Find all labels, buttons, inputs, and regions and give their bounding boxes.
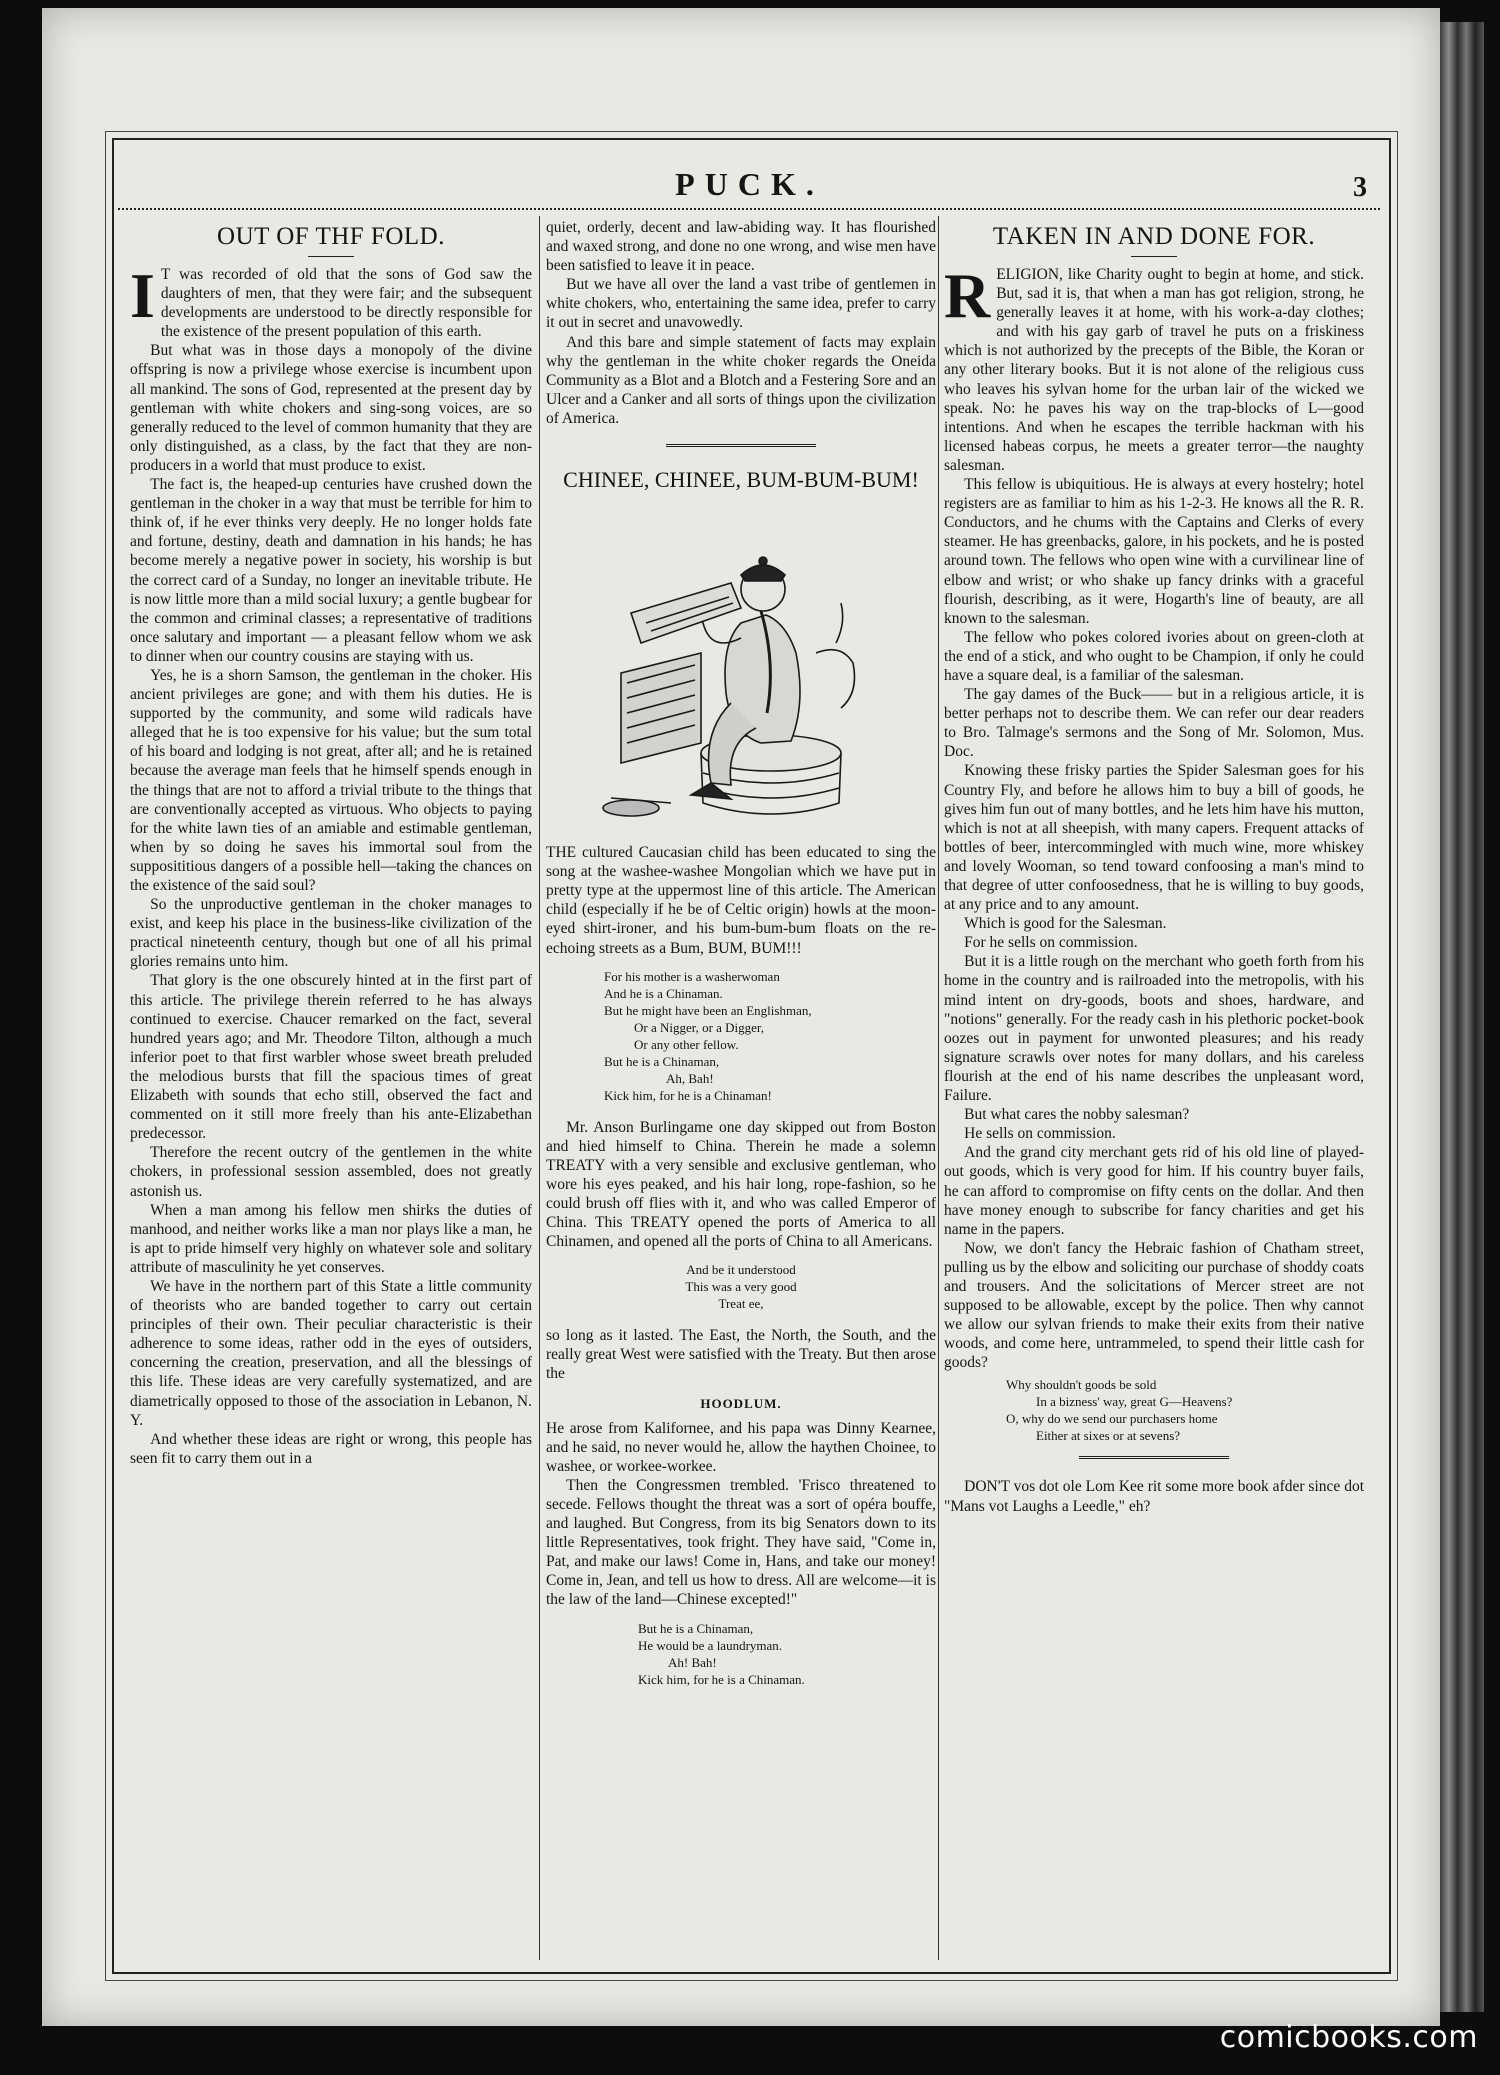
section-separator bbox=[666, 444, 816, 447]
article-paragraph: RELIGION, like Charity ought to begin at home, and stick. But, sad it is, that when a man has got religion, strong, he generally leaves it at home, with his work-a-day clothes; and with his gay garb of travel he puts on a friskiness which is not authorized by the precepts of the Bible, the Koran or any other literary books. But it is not alone of the religious cuss who leaves his sylvan home for the urban lair of the wicked we speak. No: he paves his way on the trap-blocks of L—good intentions. And when he escapes the terrible hackman with his licensed habeas corpus, he meets a greater terror—the naughty salesman. bbox=[944, 260, 1364, 474]
column-rule-1 bbox=[539, 216, 540, 1960]
verse-line: Ah! Bah! bbox=[668, 1654, 717, 1670]
article-paragraph: He sells on commission. bbox=[964, 1125, 1116, 1143]
article-paragraph: The fellow who pokes colored ivories about on green-cloth at the end of a stick, and who ought to be Champion, if only he could have a square deal, is a familiar of the salesman. bbox=[944, 628, 1364, 684]
page-edge bbox=[1440, 22, 1484, 2012]
verse-line: Kick him, for he is a Chinaman! bbox=[604, 1087, 772, 1103]
verse-line: Either at sixes or at sevens? bbox=[1036, 1428, 1181, 1444]
verse-line: Or any other fellow. bbox=[634, 1036, 739, 1052]
article-paragraph: When a man among his fellow men shirks the duties of manhood, and neither works like a man nor plays like a man, he is apt to pride himself very highly on whatever sole and solitary attribute of masculinity he yet conserves. bbox=[130, 1201, 532, 1276]
heading-dash bbox=[1131, 256, 1177, 257]
page-number: 3 bbox=[1353, 172, 1367, 203]
article-paragraph: Yes, he is a shorn Samson, the gentleman in the choker. His ancient privileges are gone; and with them his duties. He is supported by the community, and some wild radicals have alleged that he is too expensive for his value; but the sum total of his board and lodging is not great, after all; and he is retained because the average man feels that he himself spends enough in the things that are not to afford a trivial tribute to the things that are conventionally accepted as virtuous. Who objects to paying for the white lawn ties of an amiable and estimable gentleman, when by so doing he saves his immortal soul from the supposititious dangers of a possible hell—taking the chances on the existence of the said soul? bbox=[130, 666, 532, 894]
article-paragraph: He arose from Kalifornee, and his papa was Dinny Kearnee, and he said, no never would he, allow the haythen Choinee, to washee, or workee-workee. bbox=[546, 1419, 936, 1475]
watermark: comicbooks.com bbox=[1219, 2020, 1478, 2055]
masthead-title: PUCK. bbox=[675, 166, 824, 202]
chinaman-illustration bbox=[591, 503, 891, 833]
article-paragraph: But it is a little rough on the merchant who goeth forth from his home in the country and is railroaded into the metropolis, with his mind intent on dry-goods, boots and shoes, hardware, and "notions" generally. For the ready cash in his plethoric pocket-book oozes out in payment for unwonted pleasures; and his ready signature scrawls over notes for many dollars, and his careless flourish at the end of his name describes the unpleasant word, Failure. bbox=[944, 953, 1364, 1105]
article-paragraph: This fellow is ubiquitious. He is always at every hostelry; hotel registers are as familiar to him as his 1-2-3. He knows all the R. R. Conductors, and he chums with the Captains and Clerks of every steamer. He has greenbacks, galore, in his pockets, and he is posted around town. The fellows who open wine with a curvilinear line of elbow and wrist; or who shake up fancy drinks with a graceful flourish, describing, as it were, Hogarth's line of beauty, are all known to the salesman. bbox=[944, 476, 1364, 627]
article-paragraph: So the unproductive gentleman in the choker manages to exist, and keep his place in the business-like civilization of the practical nineteenth century, though but one of all his primal glories remains unto him. bbox=[130, 896, 532, 971]
article-paragraph: But we have all over the land a vast tribe of gentlemen in white chokers, who, entertaining the same idea, prefer to carry it out in secret and unavowedly. bbox=[546, 276, 936, 332]
verse-line: And he is a Chinaman. bbox=[604, 985, 723, 1001]
article-paragraph: We have in the northern part of this State a little community of theorists who are banded together to carry out certain principles of their own. Their peculiar characteristic is their adherence to some ideas, rather odd in the eyes of outsiders, concerning the creation, preservation, and all the blessings of this life. These ideas are very carefully systematized, and are diametrically opposed to those of the association in Lebanon, N. Y. bbox=[130, 1277, 532, 1429]
article-paragraph: THE cultured Caucasian child has been educated to sing the song at the washee-washee Mongolian which we have put in pretty type at the uppermost line of this article. The American child (especially if he be of Celtic origin) howls at the moon-eyed shirt-ironer, and his bum-bum-bum floats on the re-echoing streets as a Bum, BUM, BUM!!! bbox=[546, 844, 936, 957]
drop-cap: R bbox=[944, 260, 991, 331]
masthead bbox=[112, 160, 1387, 210]
verse-line: But he is a Chinaman, bbox=[638, 1620, 754, 1636]
article-paragraph: The gay dames of the Buck—— but in a religious article, it is better perhaps not to describe them. We can refer our dear readers to Bro. Talmage's sermons and the Song of Mr. Solomon, Mus. Doc. bbox=[944, 686, 1364, 761]
column-3 bbox=[944, 218, 1364, 1958]
verse-line: Or a Nigger, or a Digger, bbox=[634, 1019, 764, 1035]
article-paragraph: Now, we don't fancy the Hebraic fashion of Chatham street, pulling us by the elbow and soliciting our purchase of shoddy coats and trousers. And the solicitations of Mercer street are not supposed to be allowable, except by the police. Then why cannot we allow our sylvan friends to make their exits from their native woods, and come here, untrammeled, to spend their little cash for goods? bbox=[944, 1239, 1364, 1372]
article-paragraph: quiet, orderly, decent and law-abiding way. It has flourished and waxed strong, and done no one wrong, and wise men have been satisfied to leave it in peace. bbox=[546, 219, 936, 275]
verse-line: Treat ee, bbox=[718, 1296, 764, 1312]
article-paragraph: And this bare and simple statement of facts may explain why the gentleman in the white choker regards the Oneida Community as a Blot and a Blotch and a Festering Sore and an Ulcer and a Canker and all sorts of things upon the civilization of America. bbox=[546, 333, 936, 427]
section-subhead: HOODLUM. bbox=[700, 1395, 782, 1411]
verse-line: For his mother is a washerwoman bbox=[604, 968, 780, 984]
verse-block bbox=[1006, 1376, 1364, 1444]
section-separator bbox=[1079, 1456, 1229, 1459]
verse-line: Why shouldn't goods be sold bbox=[1006, 1377, 1157, 1393]
column-rule-2 bbox=[938, 216, 939, 1960]
article-paragraph: But what was in those days a monopoly of the divine offspring is now a privilege whose exercise is incumbent upon all mankind. The sons of God, represented at the present day by gentleman with white chokers and sing-song voices, are so generally reduced to the level of common humanity that they are only distinguished, as a class, by the fact that they are non-producers in a world that must produce to exist. bbox=[130, 342, 532, 474]
closing-paragraph: DON'T vos dot ole Lom Kee rit some more book afder since dot "Mans vot Laughs a Leedle," eh? bbox=[944, 1478, 1364, 1515]
heading-dash bbox=[308, 256, 354, 257]
verse-line: But he is a Chinaman, bbox=[604, 1053, 720, 1069]
article-heading-chinee: CHINEE, CHINEE, BUM-BUM-BUM! bbox=[563, 467, 919, 493]
article-heading-out-of-the-fold: OUT OF THF FOLD. bbox=[217, 223, 445, 250]
article-paragraph: For he sells on commission. bbox=[964, 934, 1138, 952]
verse-line: O, why do we send our purchasers home bbox=[1006, 1411, 1218, 1427]
column-1 bbox=[130, 218, 532, 1958]
article-paragraph: But what cares the nobby salesman? bbox=[964, 1106, 1190, 1124]
article-paragraph: so long as it lasted. The East, the North, the South, and the really great West were satisfied with the Treaty. But then arose the bbox=[546, 1327, 936, 1383]
drop-cap: I bbox=[130, 260, 155, 331]
verse-line: He would be a laundryman. bbox=[638, 1637, 783, 1653]
article-paragraph: Knowing these frisky parties the Spider Salesman goes for his Country Fly, and before he allows him to buy a bill of goods, he gives him fun out of many bottles, and he lets him have his mutton, which is not at all sheepish, with many capers. Frequent attacks of bottles of beer, intercommingled with much wine, more whiskey and lovely Wooman, so tend toward confoosing a man's mind to that degree of utter confoosedness, that he is willing to buy goods, at any price and to any amount. bbox=[944, 762, 1364, 914]
article-paragraph: Mr. Anson Burlingame one day skipped out from Boston and hied himself to China. Therein he made a solemn TREATY with a very sensible and exclusive gentleman, who wore his eyes peaked, and his hair long, rope-fashion, so he could brush off flies with it, and who was called Emperor of China. This TREATY opened the ports of America to all Chinamen, and opened all the ports of China to all Americans. bbox=[546, 1118, 936, 1251]
column-2 bbox=[546, 218, 936, 1958]
verse-line: This was a very good bbox=[685, 1279, 797, 1295]
article-paragraph: Which is good for the Salesman. bbox=[964, 915, 1167, 933]
verse-line: Kick him, for he is a Chinaman. bbox=[638, 1671, 805, 1687]
verse-block bbox=[546, 1261, 936, 1312]
article-paragraph: That glory is the one obscurely hinted at in the first part of this article. The privilege therein referred to he has always continued to exercise. Chaucer remarked on the fact, several hundred years ago; and Mr. Theodore Tilton, although a much inferior poet to that first warbler whose sweet breath preluded the melodious bursts that fill the spacious times of great Elizabeth with sounds that echo still, observed the fact and commented on it still more freely than his ante-Elizabethan predecessor. bbox=[130, 972, 532, 1143]
article-paragraph: Therefore the recent outcry of the gentlemen in the white chokers, in professional session assembled, does not greatly astonish us. bbox=[130, 1144, 532, 1200]
article-heading-taken-in: TAKEN IN AND DONE FOR. bbox=[992, 223, 1316, 250]
verse-line: But he might have been an Englishman, bbox=[604, 1002, 812, 1018]
verse-block bbox=[604, 968, 936, 1104]
article-paragraph: The fact is, the heaped-up centuries have crushed down the gentleman in the choker in a way that must be terrible for him to think of, if he ever thinks very deeply. He no longer holds fate and fortune, destiny, death and damnation in his hands; he has become merely a negative power in society, his worship is but the correct card of a Sunday, no longer an inevitable tribute. He is now little more than a mild social luxury; a gentle bugbear for the common and criminal classes; a representative of traditions once salutary and important — a pleasant fellow whom we ask to dinner when our country cousins are staying with us. bbox=[130, 476, 532, 665]
verse-line: In a bizness' way, great G—Heavens? bbox=[1036, 1394, 1233, 1410]
article-paragraph: Then the Congressmen trembled. 'Frisco threatened to secede. Fellows thought the threat was a sort of opéra bouffe, and laughed. But Congress, from its big Senators down to its little Representatives, took fright. They have said, "Come in, Pat, and make our laws! Come in, Hans, and take our money! Come in, Jean, and tell us how to dress. All are welcome—it is the law of the land—Chinese excepted!" bbox=[546, 1476, 936, 1609]
article-paragraph: And whether these ideas are right or wrong, this people has seen fit to carry them out in a bbox=[130, 1430, 532, 1467]
article-paragraph: And the grand city merchant gets rid of his old line of played-out goods, which is very good for him. If his country buyer fails, he can afford to compromise on fifty cents on the dollar. And then have money enough to subscribe for fancy charities and get his name in the papers. bbox=[944, 1144, 1364, 1238]
article-paragraph: I T was recorded of old that the sons of God saw the daughters of men, that they were fair; and the subsequent developments are understood to be directly responsible for the existence of the present population of this earth. bbox=[130, 260, 532, 341]
verse-line: Ah, Bah! bbox=[666, 1070, 714, 1086]
verse-line: And be it understood bbox=[686, 1262, 796, 1278]
verse-block bbox=[638, 1620, 936, 1688]
masthead-rule bbox=[118, 208, 1380, 210]
